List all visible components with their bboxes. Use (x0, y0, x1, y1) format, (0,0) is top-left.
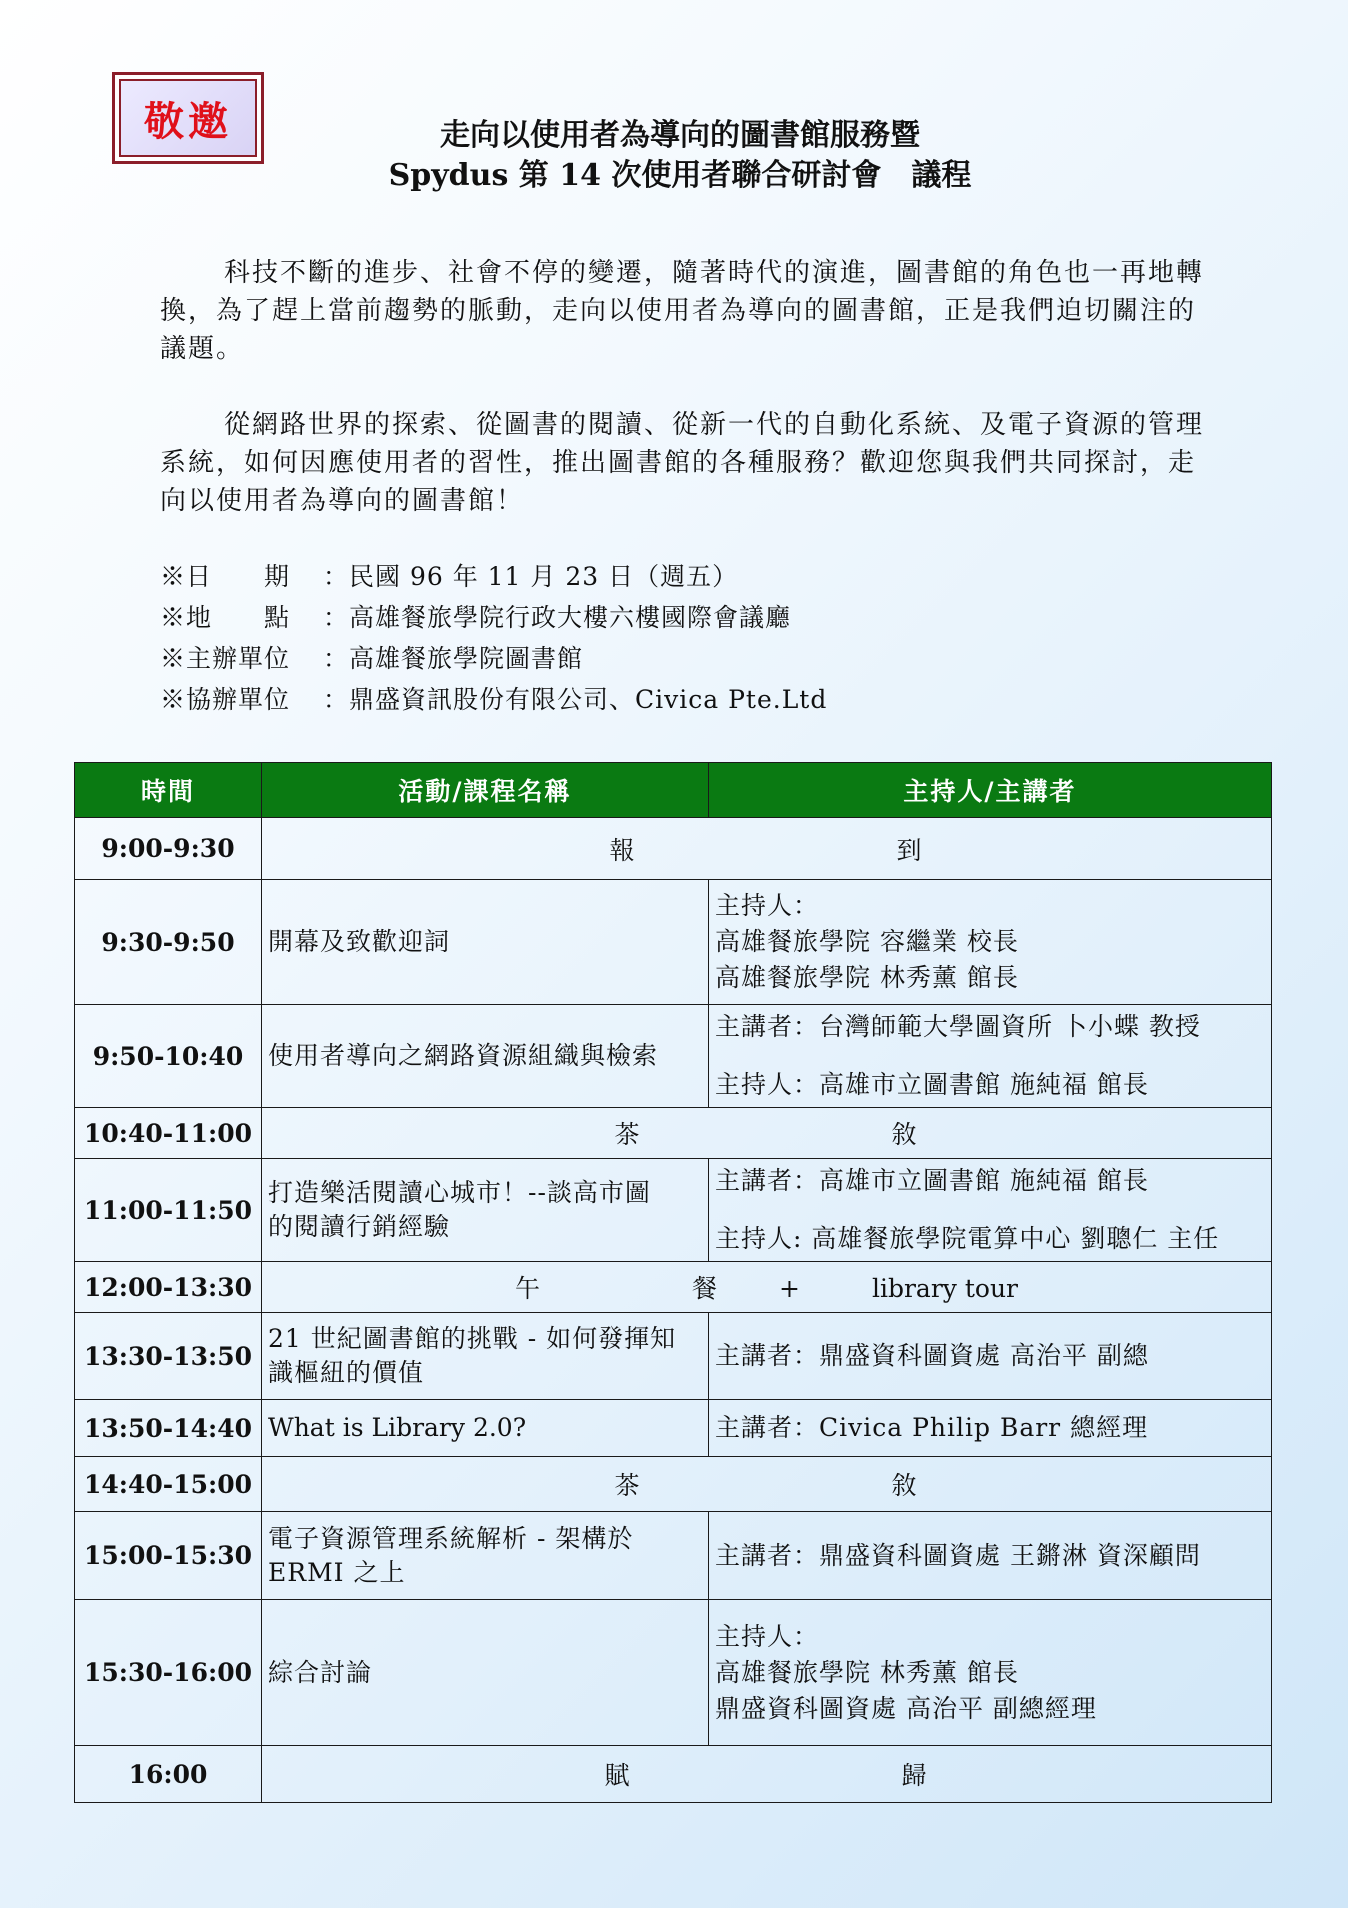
table-row (75, 1313, 1272, 1400)
time-cell: 10:40-11:00 (75, 1108, 262, 1159)
span-cell (262, 818, 1272, 880)
agenda-header-row (75, 763, 1272, 818)
host-cell (709, 1400, 1272, 1457)
event-info (160, 556, 827, 720)
table-row (75, 1262, 1272, 1313)
span-cell (262, 1746, 1272, 1803)
time-cell: 11:00-11:50 (75, 1159, 262, 1262)
info-co-organizer (160, 679, 827, 720)
activity-cell (262, 1313, 709, 1400)
span-cell (262, 1457, 1272, 1512)
intro-paragraph-1: 科技不斷的進步、社會不停的變遷，隨著時代的演進，圖書館的角色也一再地轉換，為了趕上當前趨勢的脈動，走向以使用者為導向的圖書館，正是我們迫切關注的議題。 (160, 258, 1205, 364)
header-time: 時間 (75, 763, 262, 818)
span-text: 敘 (891, 1120, 919, 1149)
info-organizer (160, 638, 827, 679)
document-title-line-1: 走向以使用者為導向的圖書館服務暨 (440, 118, 920, 153)
activity-cell (262, 1400, 709, 1457)
time-cell: 9:30-9:50 (75, 880, 262, 1005)
time-cell: 15:00-15:30 (75, 1512, 262, 1600)
host-cell (709, 880, 1272, 1005)
header-host: 主持人/主講者 (709, 763, 1272, 818)
span-text: 敘 (891, 1471, 919, 1500)
info-value: ：高雄餐旅學院圖書館 (323, 644, 584, 673)
agenda-table (74, 762, 1272, 1803)
time-cell: 13:50-14:40 (75, 1400, 262, 1457)
table-row (75, 880, 1272, 1005)
span-text: 茶 (614, 1120, 642, 1149)
info-label: ※協辦單位 (160, 685, 291, 714)
host-line: 主講者：高雄市立圖書館 施純福 館長 (715, 1166, 1149, 1195)
host-cell (709, 1005, 1272, 1108)
time-cell: 9:50-10:40 (75, 1005, 262, 1108)
table-row (75, 1005, 1272, 1108)
host-line: 鼎盛資科圖資處 高治平 副總經理 (715, 1693, 1097, 1723)
time-cell: 9:00-9:30 (75, 818, 262, 880)
host-line: 主講者：鼎盛資科圖資處 王鏘淋 資深顧問 (715, 1540, 1201, 1570)
activity-cell (262, 1512, 709, 1600)
activity-cell (262, 880, 709, 1005)
table-row (75, 1159, 1272, 1262)
info-label: ※主辦單位 (160, 644, 291, 673)
time-cell: 13:30-13:50 (75, 1313, 262, 1400)
host-cell (709, 1159, 1272, 1262)
table-row (75, 1108, 1272, 1159)
host-line: 主持人： (715, 1621, 820, 1651)
span-text: + (779, 1274, 802, 1303)
time-cell: 16:00 (75, 1746, 262, 1803)
activity-cell (262, 1600, 709, 1746)
host-line: 主持人：高雄市立圖書館 施純福 館長 (715, 1070, 1149, 1099)
activity-cell (262, 1159, 709, 1262)
info-date (160, 556, 827, 597)
activity-line: 電子資源管理系統解析 - 架構於 (268, 1523, 634, 1553)
activity-line: 綜合討論 (268, 1657, 373, 1687)
span-cell (262, 1108, 1272, 1159)
invitation-badge (112, 72, 264, 164)
span-text: library tour (871, 1274, 1018, 1303)
activity-line: What is Library 2.0? (268, 1413, 527, 1442)
table-row (75, 1600, 1272, 1746)
info-value: ：高雄餐旅學院行政大樓六樓國際會議廳 (323, 603, 792, 632)
host-line: 主講者：Civica Philip Barr 總經理 (715, 1413, 1149, 1442)
host-line: 高雄餐旅學院 容繼業 校長 (715, 927, 1019, 956)
time-cell: 15:30-16:00 (75, 1600, 262, 1746)
info-label: ※地 點 (160, 603, 291, 632)
host-line: 高雄餐旅學院 林秀薰 館長 (715, 1657, 1019, 1687)
activity-line: 打造樂活閱讀心城市！--談高市圖 (268, 1178, 651, 1207)
header-activity: 活動/課程名稱 (262, 763, 709, 818)
intro-paragraph-2: 從網路世界的探索、從圖書的閱讀、從新一代的自動化系統、及電子資源的管理系統，如何因應使用者的習性，推出圖書館的各種服務？歡迎您與我們共同探討，走向以使用者為導向的圖書館！ (160, 410, 1205, 516)
activity-line: 的閱讀行銷經驗 (268, 1212, 451, 1241)
badge-label: 敬邀 (119, 79, 257, 157)
document-title-line-2: Spydus 第 14 次使用者聯合研討會 議程 (388, 158, 972, 193)
table-row (75, 1512, 1272, 1600)
activity-line: 21 世紀圖書館的挑戰 - 如何發揮知 (268, 1324, 677, 1353)
host-line: 主講者：鼎盛資科圖資處 高治平 副總 (715, 1341, 1149, 1370)
activity-line: 識樞紐的價值 (268, 1358, 425, 1387)
host-line: 高雄餐旅學院 林秀薰 館長 (715, 963, 1019, 992)
host-line: 主講者：台灣師範大學圖資所 卜小蝶 教授 (715, 1012, 1201, 1041)
activity-line: 使用者導向之網路資源組織與檢索 (268, 1041, 659, 1070)
host-cell (709, 1512, 1272, 1600)
span-cell (262, 1262, 1272, 1313)
span-text: 報 (609, 835, 637, 865)
activity-cell (262, 1005, 709, 1108)
activity-line: 開幕及致歡迎詞 (268, 927, 451, 956)
activity-line: ERMI 之上 (268, 1557, 406, 1587)
info-label: ※日 期 (160, 562, 291, 591)
host-cell (709, 1313, 1272, 1400)
info-value: ：民國 96 年 11 月 23 日（週五） (323, 562, 739, 591)
info-value: ：鼎盛資訊股份有限公司、Civica Pte.Ltd (323, 685, 828, 714)
span-text: 餐 (692, 1274, 720, 1303)
span-text: 到 (896, 835, 924, 865)
table-row (75, 1746, 1272, 1803)
span-text: 歸 (901, 1761, 929, 1790)
table-row (75, 1400, 1272, 1457)
host-line: 主持人： (715, 891, 820, 920)
span-text: 賦 (604, 1761, 632, 1790)
table-row (75, 1457, 1272, 1512)
info-venue (160, 597, 827, 638)
time-cell: 14:40-15:00 (75, 1457, 262, 1512)
span-text: 茶 (614, 1471, 642, 1500)
host-line: 主持人: 高雄餐旅學院電算中心 劉聰仁 主任 (715, 1224, 1220, 1253)
table-row (75, 818, 1272, 880)
span-text: 午 (514, 1274, 542, 1303)
time-cell: 12:00-13:30 (75, 1262, 262, 1313)
host-cell (709, 1600, 1272, 1746)
